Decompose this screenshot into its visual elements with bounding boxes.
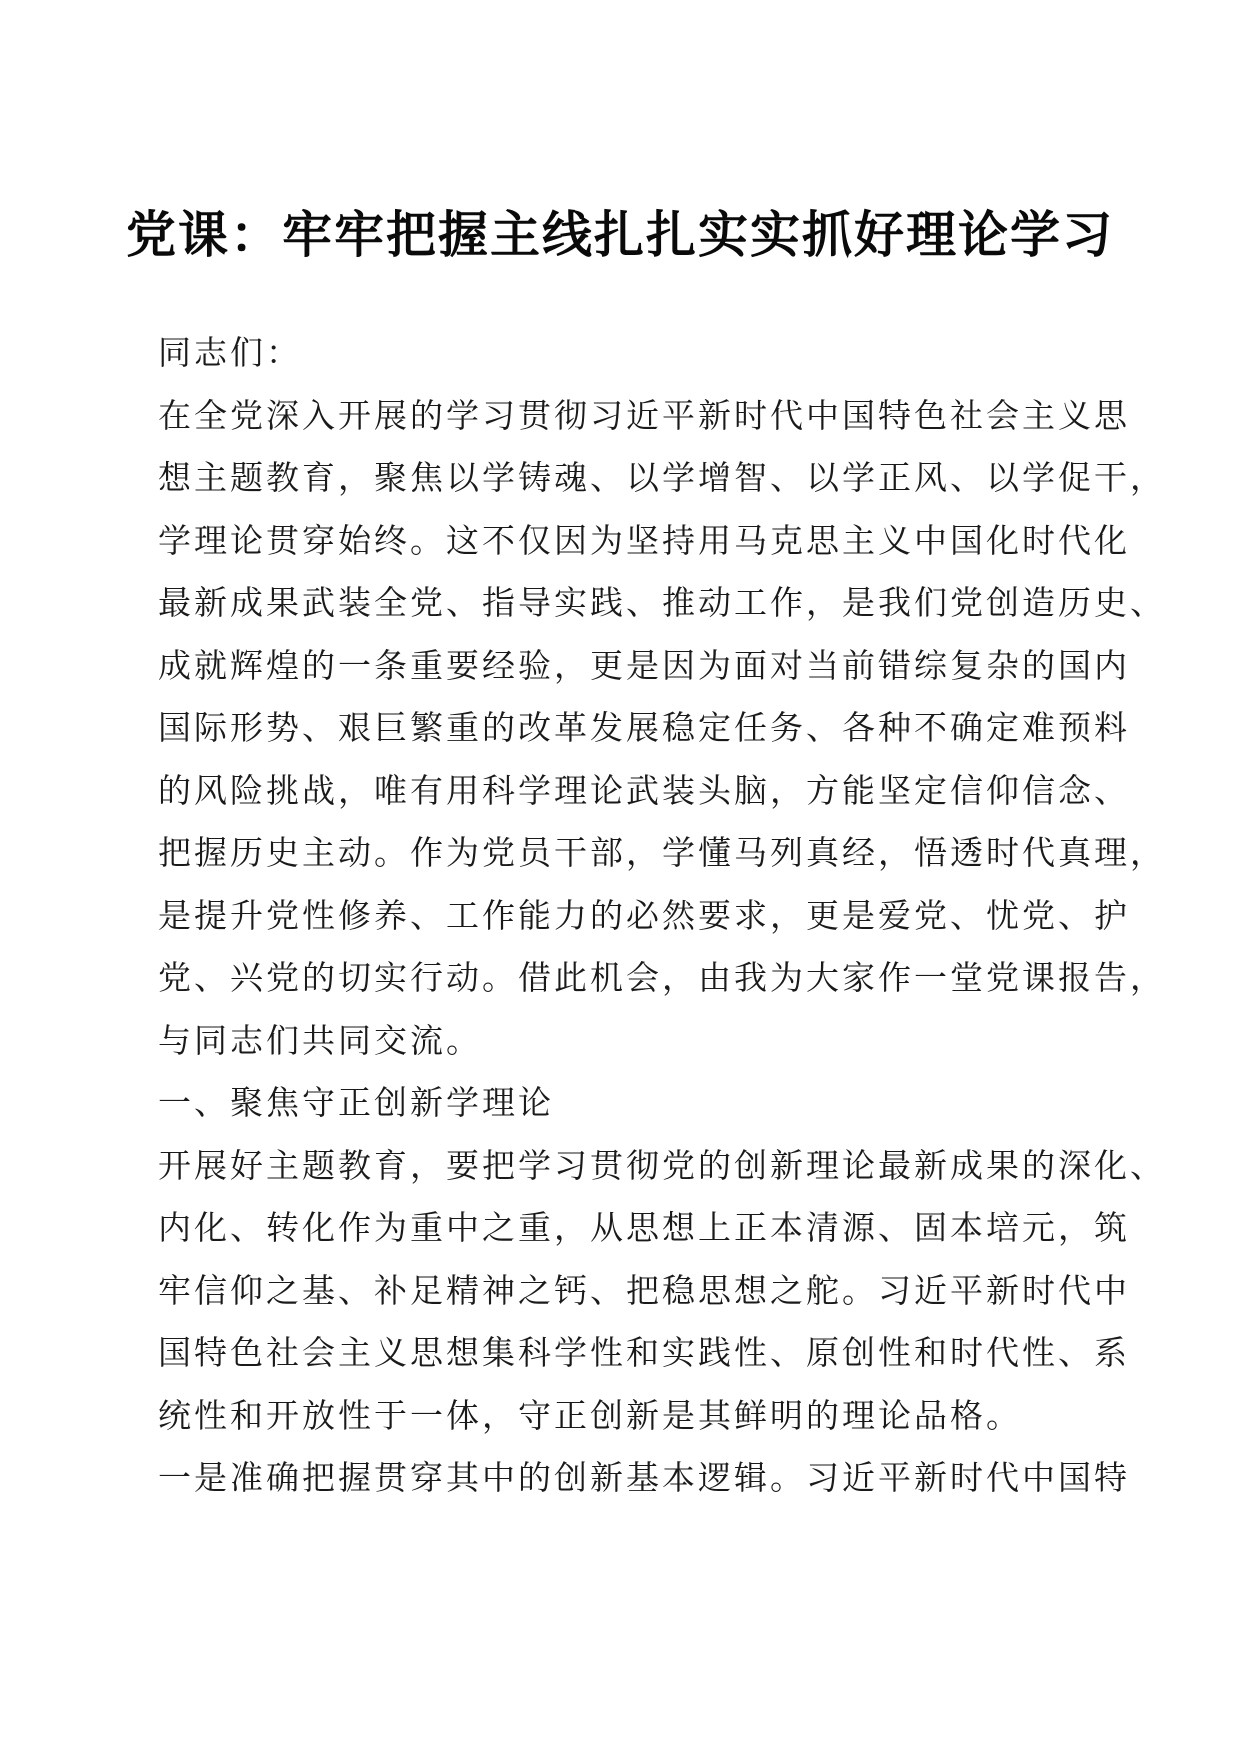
body-line: 统性和开放性于一体，守正创新是其鲜明的理论品格。 (158, 1395, 1022, 1435)
body-line: 党、兴党的切实行动。借此机会，由我为大家作一堂党课报告， (158, 958, 1166, 997)
body-line: 在全党深入开展的学习贯彻习近平新时代中国特色社会主义思 (158, 395, 1130, 435)
body-line: 是提升党性修养、工作能力的必然要求，更是爱党、忧党、护 (158, 895, 1130, 935)
body-line: 开展好主题教育，要把学习贯彻党的创新理论最新成果的深化、 (158, 1145, 1166, 1185)
body-line: 把握历史主动。作为党员干部，学懂马列真经，悟透时代真理， (158, 833, 1166, 872)
body-line: 成就辉煌的一条重要经验，更是因为面对当前错综复杂的国内 (158, 645, 1130, 685)
document-body (158, 322, 1166, 1510)
body-line: 与同志们共同交流。 (158, 1020, 482, 1060)
salutation-line: 同志们： (158, 333, 302, 372)
section-heading: 一、聚焦守正创新学理论 (158, 1083, 554, 1122)
body-line: 牢信仰之基、补足精神之钙、把稳思想之舵。习近平新时代中 (158, 1270, 1130, 1310)
body-line: 一是准确把握贯穿其中的创新基本逻辑。习近平新时代中国特 (158, 1458, 1130, 1497)
body-line: 内化、转化作为重中之重，从思想上正本清源、固本培元，筑 (158, 1208, 1130, 1247)
body-line: 国特色社会主义思想集科学性和实践性、原创性和时代性、系 (158, 1333, 1130, 1372)
body-line: 最新成果武装全党、指导实践、推动工作，是我们党创造历史、 (158, 583, 1166, 622)
document-title: 党课：牢牢把握主线扎扎实实抓好理论学习 (126, 205, 1114, 264)
body-line: 国际形势、艰巨繁重的改革发展稳定任务、各种不确定难预料 (158, 708, 1130, 747)
body-line: 学理论贯穿始终。这不仅因为坚持用马克思主义中国化时代化 (158, 520, 1130, 560)
body-line: 的风险挑战，唯有用科学理论武装头脑，方能坚定信仰信念、 (158, 770, 1130, 810)
body-line: 想主题教育，聚焦以学铸魂、以学增智、以学正风、以学促干， (158, 458, 1166, 497)
